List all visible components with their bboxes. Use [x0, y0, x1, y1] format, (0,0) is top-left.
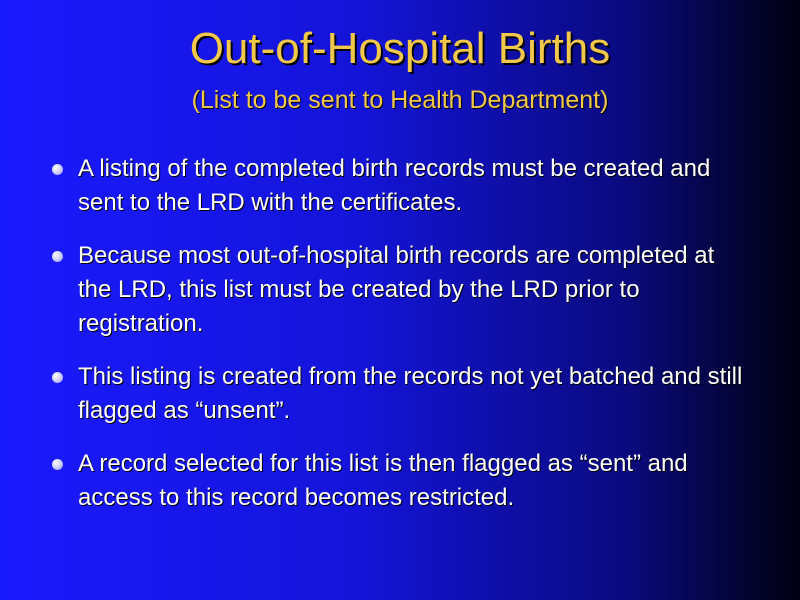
bullet-dot-icon: [52, 164, 63, 175]
bullet-text: A listing of the completed birth records must be created and sent to the LRD with the certificates.: [78, 155, 711, 216]
bullet-list: [50, 152, 750, 534]
bullet-text: Because most out-of-hospital birth records are completed at the LRD, this list must be created by the LRD prior to registration.: [78, 242, 715, 337]
bullet-item: [50, 239, 750, 341]
bullet-text: This listing is created from the records not yet batched and still flagged as “unsent”.: [78, 363, 743, 424]
bullet-dot-icon: [52, 372, 63, 383]
slide-subtitle: (List to be sent to Health Department): [191, 86, 609, 114]
bullet-text: A record selected for this list is then flagged as “sent” and access to this record becomes restricted.: [78, 450, 688, 511]
bullet-item: [50, 152, 750, 220]
slide-title: Out-of-Hospital Births: [189, 24, 611, 73]
bullet-item: [50, 447, 750, 515]
bullet-dot-icon: [52, 251, 63, 262]
bullet-item: [50, 360, 750, 428]
bullet-dot-icon: [52, 459, 63, 470]
